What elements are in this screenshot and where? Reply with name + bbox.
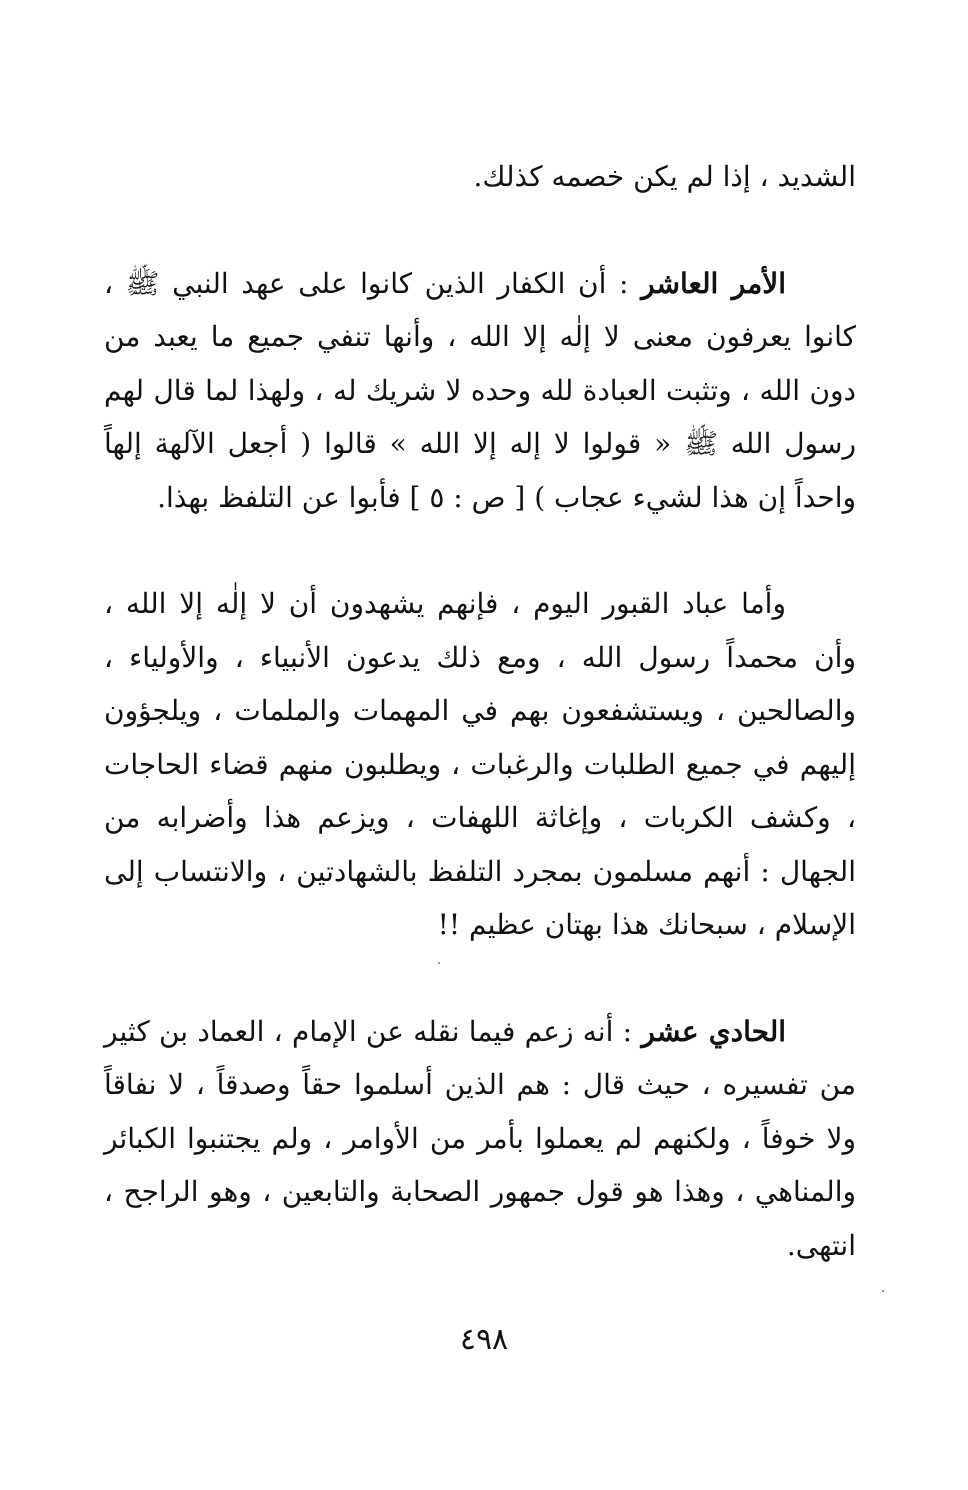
page-body	[104, 150, 856, 1272]
print-speck	[882, 1290, 884, 1292]
paragraph-gap	[104, 952, 856, 1005]
paragraph-2-heading: الأمر العاشر	[641, 266, 786, 300]
paragraph-3-text: وأما عباد القبور اليوم ، فإنهم يشهدون أن لا إلٰه إلا الله ، وأن محمداً رسول الله ، ومع ذلك يدعون الأنبياء ، والأولياء ، والصالحين ، ويستشفعون بهم في المهمات والملمات ، ويلجؤون إليهم في جميع الطلبات والرغبات ، ويطلبون منهم قضاء الحاجات ، وكشف الكربات ، وإغاثة اللهفات ، ويزعم هذا وأضرابه من الجهال : أنهم مسلمون بمجرد التلفظ بالشهادتين ، والانتساب إلى الإسلام ، سبحانك هذا بهتان عظيم !!	[104, 587, 856, 941]
paragraph-gap	[104, 524, 856, 577]
paragraph-1	[104, 150, 856, 204]
paragraph-4-text: : أنه زعم فيما نقله عن الإمام ، العماد بن كثير من تفسيره ، حيث قال : هم الذين أسلموا حقاً وصدقاً ، لا نفاقاً ولا خوفاً ، ولكنهم لم يعملوا بأمر من الأوامر ، ولم يجتنبوا الكبائر والمناهي ، وهذا هو قول جمهور الصحابة والتابعين ، وهو الراجح ، انتهى.	[104, 1014, 856, 1262]
paragraph-3	[104, 577, 856, 952]
paragraph-4-heading: الحادي عشر	[641, 1014, 787, 1048]
paragraph-gap	[104, 204, 856, 257]
page-number: ٤٩٨	[459, 1322, 509, 1357]
paragraph-2	[104, 257, 856, 525]
paragraph-1-text: الشديد ، إذا لم يكن خصمه كذلك.	[473, 160, 856, 193]
paragraph-2-text: : أن الكفار الذين كانوا على عهد النبي ﷺ ، كانوا يعرفون معنى لا إلٰه إلا الله ، وأنها تنفي جميع ما يعبد من دون الله ، وتثبت العبادة لله وحده لا شريك له ، ولهذا لما قال لهم رسول الله ﷺ « قولوا لا إله إلا الله » قالوا ( أجعل الآلهة إلهاً واحداً إن هذا لشيء عجاب ) [ ص : ٥ ] فأبوا عن التلفظ بهذا.	[104, 266, 856, 514]
paragraph-4	[104, 1005, 856, 1273]
print-speck	[438, 962, 440, 964]
